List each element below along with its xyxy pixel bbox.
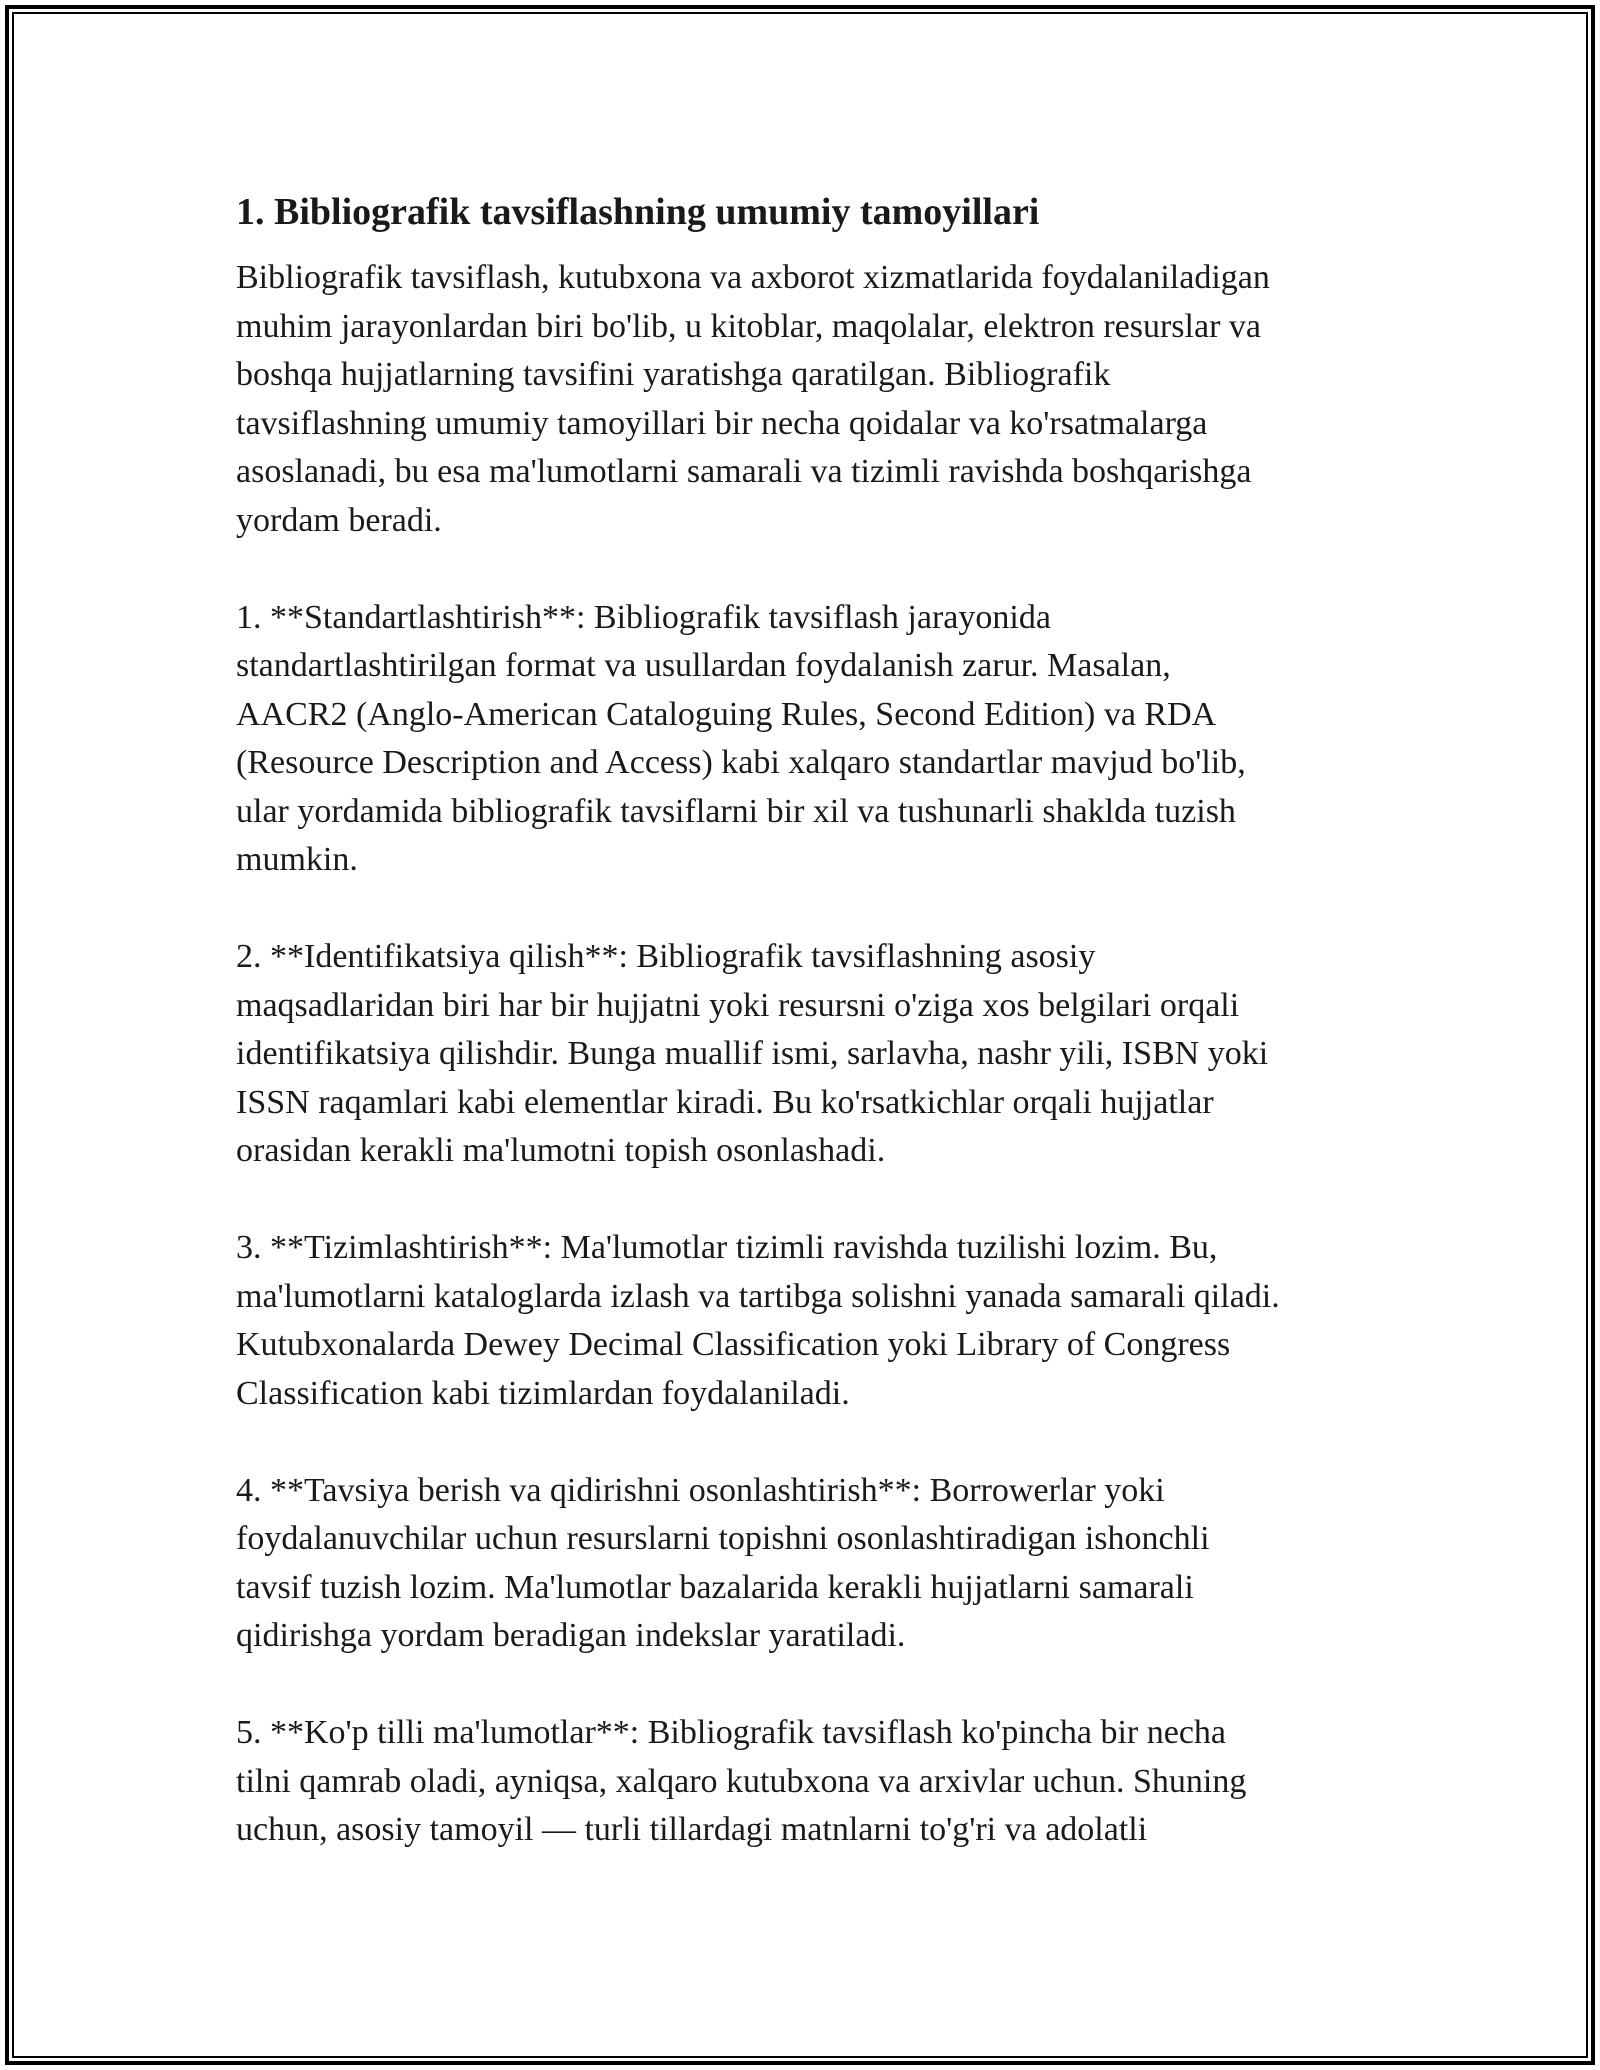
paragraph-line: maqsadlaridan biri har bir hujjatni yoki resursni o'ziga xos belgilari orqali xyxy=(236,986,1240,1024)
paragraph-line: AACR2 (Anglo-American Cataloguing Rules, Second Edition) va RDA xyxy=(236,695,1217,733)
paragraph-line: 3. **Tizimlashtirish**: Ma'lumotlar tizimli ravishda tuzilishi lozim. Bu, xyxy=(236,1229,1218,1266)
paragraph-line: uchun, asosiy tamoyil — turli tillardagi matnlarni to'g'ri va adolatli xyxy=(236,1811,1148,1848)
paragraph-line: tavsif tuzish lozim. Ma'lumotlar bazalarida kerakli hujjatlarni samarali xyxy=(236,1568,1194,1606)
principle-paragraph-4 xyxy=(236,1467,1376,1661)
paragraph-line: foydalanuvchilar uchun resurslarni topishni osonlashtiradigan ishonchli xyxy=(236,1520,1210,1557)
paragraph-line: mumkin. xyxy=(236,841,358,878)
paragraph-line: asoslanadi, bu esa ma'lumotlarni samarali va tizimli ravishda boshqarishga xyxy=(236,453,1252,490)
paragraph-list xyxy=(236,254,1376,1855)
paragraph-line: ular yordamida bibliografik tavsiflarni bir xil va tushunarli shaklda tuzish xyxy=(236,792,1236,830)
paragraph-line: 4. **Tavsiya berish va qidirishni osonlashtirish**: Borrowerlar yoki xyxy=(236,1471,1165,1509)
paragraph-line: Kutubxonalarda Dewey Decimal Classification yoki Library of Congress xyxy=(236,1326,1231,1363)
paragraph-line: 5. **Ko'p tilli ma'lumotlar**: Bibliografik tavsiflash ko'pincha bir necha xyxy=(236,1714,1227,1751)
principle-paragraph-2 xyxy=(236,933,1376,1176)
paragraph-line: 2. **Identifikatsiya qilish**: Bibliografik tavsiflashning asosiy xyxy=(236,938,1096,975)
paragraph-line: boshqa hujjatlarning tavsifini yaratishga qaratilgan. Bibliografik xyxy=(236,356,1111,393)
paragraph-line: standartlashtirilgan format va usullardan foydalanish zarur. Masalan, xyxy=(236,647,1171,684)
section-heading: 1. Bibliografik tavsiflashning umumiy tamoyillari xyxy=(236,191,1040,233)
paragraph-line: muhim jarayonlardan biri bo'lib, u kitoblar, maqolalar, elektron resurslar va xyxy=(236,307,1261,345)
paragraph-line: tavsiflashning umumiy tamoyillari bir necha qoidalar va ko'rsatmalarga xyxy=(236,404,1208,442)
paragraph-line: identifikatsiya qilishdir. Bunga muallif ismi, sarlavha, nashr yili, ISBN yoki xyxy=(236,1035,1269,1072)
principle-paragraph-1 xyxy=(236,594,1376,885)
paragraph-line: Bibliografik tavsiflash, kutubxona va axborot xizmatlarida foydalaniladigan xyxy=(236,259,1270,296)
intro-paragraph xyxy=(236,254,1376,545)
paragraph-line: (Resource Description and Access) kabi xalqaro standartlar mavjud bo'lib, xyxy=(236,744,1246,781)
paragraph-line: tilni qamrab oladi, ayniqsa, xalqaro kutubxona va arxivlar uchun. Shuning xyxy=(236,1762,1247,1800)
document-body xyxy=(236,186,1376,1855)
paragraph-line: Classification kabi tizimlardan foydalaniladi. xyxy=(236,1374,850,1412)
paragraph-line: yordam beradi. xyxy=(236,501,442,539)
principle-paragraph-5 xyxy=(236,1709,1376,1855)
paragraph-line: qidirishga yordam beradigan indekslar yaratiladi. xyxy=(236,1617,906,1654)
paragraph-line: 1. **Standartlashtirish**: Bibliografik tavsiflash jarayonida xyxy=(236,598,1051,636)
paragraph-line: ISSN raqamlari kabi elementlar kiradi. Bu ko'rsatkichlar orqali hujjatlar xyxy=(236,1083,1214,1121)
paragraph-line: orasidan kerakli ma'lumotni topish osonlashadi. xyxy=(236,1132,886,1169)
paragraph-line: ma'lumotlarni kataloglarda izlash va tartibga solishni yanada samarali qiladi. xyxy=(236,1277,1280,1315)
principle-paragraph-3 xyxy=(236,1224,1376,1418)
